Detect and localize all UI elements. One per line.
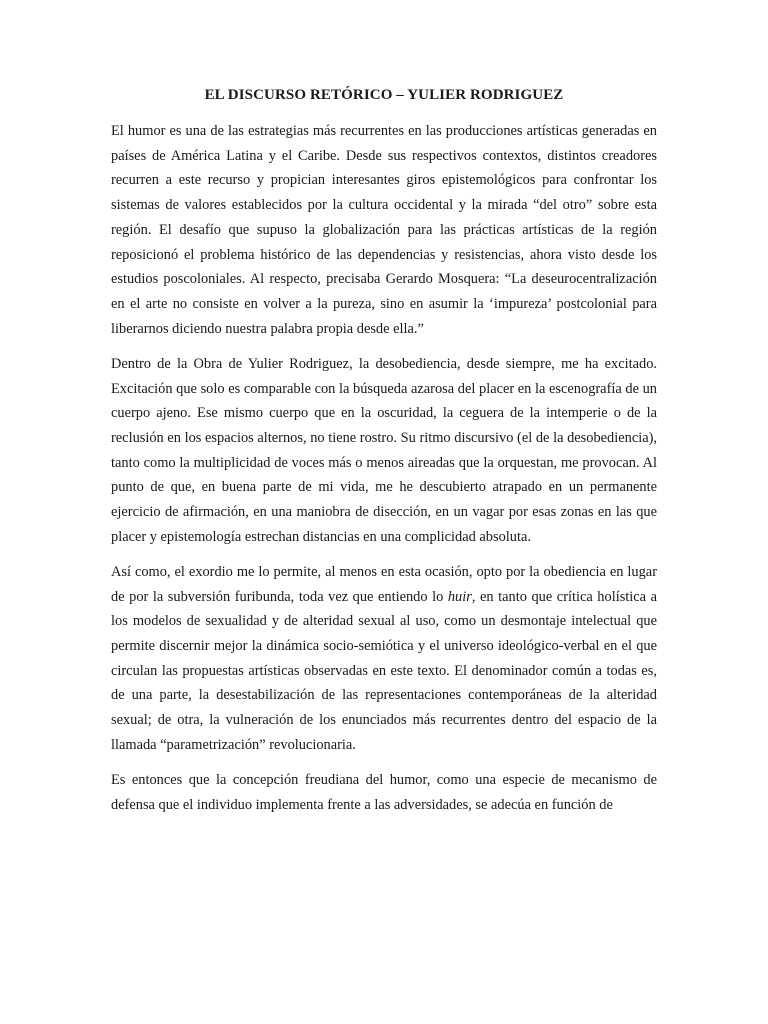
paragraph-3-text-b: , en tanto que crítica holística a los modelos de sexualidad y de alteridad sexual al uso, como un desmontaje intelectual que permite discernir mejor la dinámica socio-semiótica y el universo ideológico-verbal en el que circulan las propuestas artísticas observadas en este texto. El denominador común a todas es, de una parte, la desestabilización de las representaciones contemporáneas de la alteridad sexual; de otra, la vulneración de los enunciados más recurrentes dentro del espacio de la llamada “parametrización” revolucionaria. xyxy=(111,588,658,753)
paragraph-3 xyxy=(111,560,657,758)
document-title: EL DISCURSO RETÓRICO – YULIER RODRIGUEZ xyxy=(204,87,564,103)
paragraph-3-text-a: Así como, el exordio me lo permite, al menos en esta ocasión, opto por la obediencia en lugar de por la subversión furibunda, toda vez que entiendo lo xyxy=(111,563,657,605)
paragraph-4: Es entonces que la concepción freudiana del humor, como una especie de mecanismo de defensa que el individuo implementa frente a las adversidades, se adecúa en función de xyxy=(111,772,657,813)
paragraph-2: Dentro de la Obra de Yulier Rodriguez, la desobediencia, desde siempre, me ha excitado. Excitación que solo es comparable con la búsqueda azarosa del placer en la escenografía de un cuerpo ajeno. Ese mismo cuerpo que en la oscuridad, la ceguera de la intemperie o de la reclusión en los espacios alternos, no tiene rostro. Su ritmo discursivo (el de la desobediencia), tanto como la multiplicidad de voces más o menos aireadas que la orquestan, me provocan. Al punto de que, en buena parte de mi vida, me he descubierto atrapado en un permanente ejercicio de afirmación, en una maniobra de disección, en un vagar por esas zonas en las que placer y epistemología estrechan distancias en una complicidad absoluta. xyxy=(111,355,657,545)
paragraph-3-italic-word: huir xyxy=(447,588,472,605)
document-body xyxy=(111,119,657,828)
paragraph-1: El humor es una de las estrategias más recurrentes en las producciones artísticas generadas en países de América Latina y el Caribe. Desde sus respectivos contextos, distintos creadores recurren a este recurso y propician interesantes giros epistemológicos para confrontar los sistemas de valores establecidos por la cultura occidental y la mirada “del otro” sobre esta región. El desafío que supuso la globalización para las prácticas artísticas de la región reposicionó el problema histórico de las dependencias y resistencias, ahora visto desde los estudios poscoloniales. Al respecto, precisaba Gerardo Mosquera: “La deseurocentralización en el arte no consiste en volver a la pureza, sino en asumir la ‘impureza’ postcolonial para liberarnos diciendo nuestra palabra propia desde ella.” xyxy=(111,123,657,337)
